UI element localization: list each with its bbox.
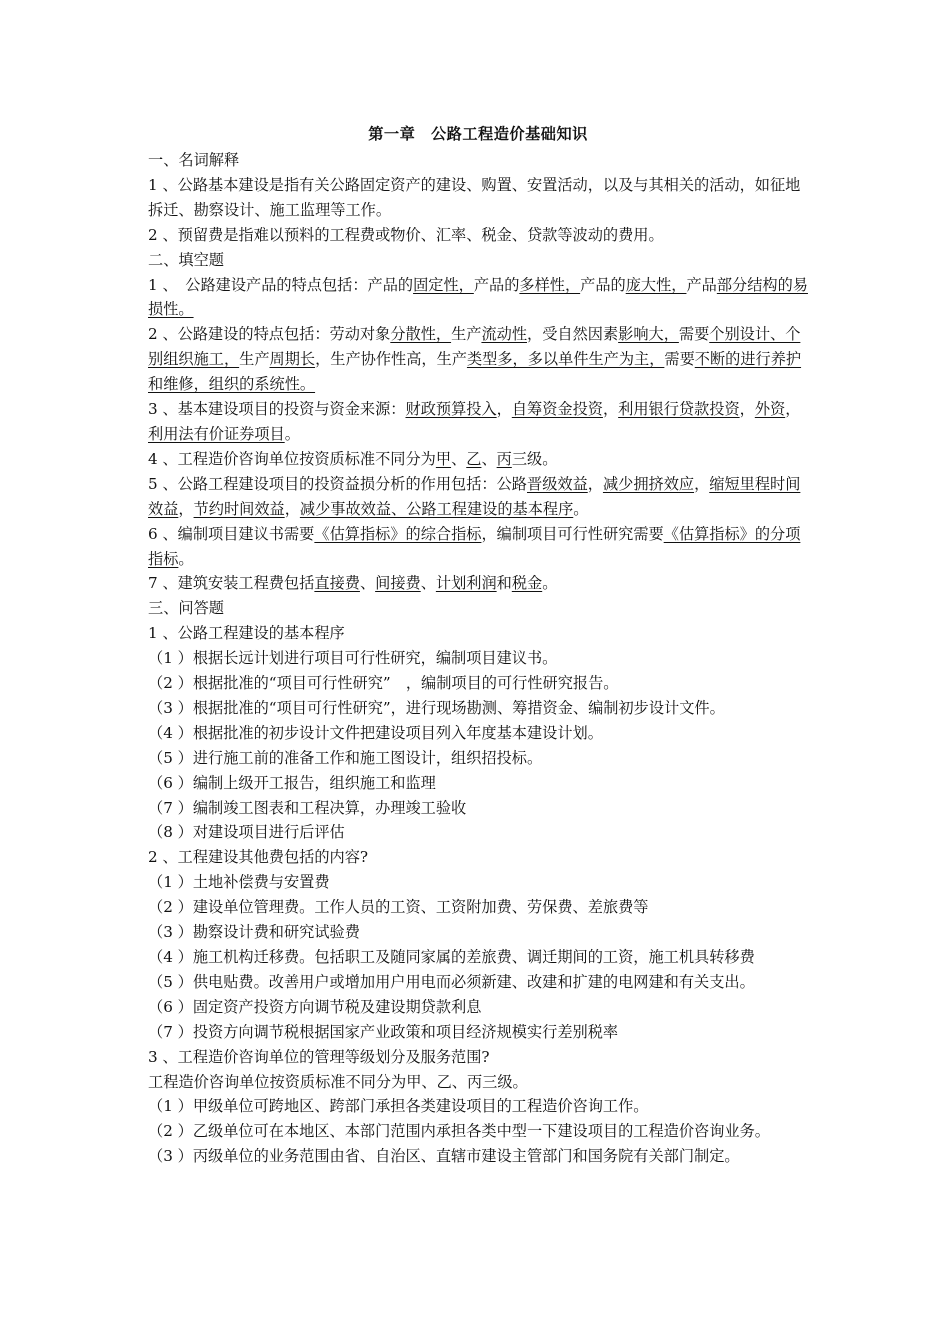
- text-run: 一、名词解释: [148, 151, 240, 169]
- text-run: （3 ）根据批准的“项目可行性研究”，进行现场勘测、筹措资金、编制初步设计文件。: [148, 698, 725, 717]
- underlined-answer: 缩短里程时间效益: [148, 474, 801, 518]
- underlined-answer: 减少事故效益、公路工程建设的基本程序: [299, 499, 574, 518]
- text-run: （5 ）进行施工前的准备工作和施工图设计，组织招投标。: [148, 748, 543, 767]
- paragraph-line: [148, 397, 808, 447]
- text-run: 5 、公路工程建设项目的投资益损分析的作用包括：公路: [148, 474, 527, 493]
- paragraph-line: [148, 273, 808, 323]
- text-run: （2 ）建设单位管理费。工作人员的工资、工资附加费、劳保费、差旅费等: [148, 898, 649, 917]
- paragraph-line: [148, 845, 808, 870]
- underlined-answer: 不断的进行养护和维修，组织的系统性。: [148, 350, 802, 394]
- paragraph-line: [148, 945, 808, 970]
- text-run: （4 ）根据批准的初步设计文件把建设项目列入年度基本建设计划。: [148, 723, 603, 742]
- underlined-answer: 流动性: [481, 325, 527, 344]
- paragraph-line: [148, 148, 808, 173]
- underlined-answer: 减少拥挤效应: [602, 474, 695, 493]
- underlined-answer: 类型多，多以单件生产为主，: [466, 350, 665, 369]
- text-run: 1 、公路工程建设的基本程序: [148, 624, 345, 643]
- text-run: （6 ）固定资产投资方向调节税及建设期贷款利息: [148, 997, 482, 1016]
- paragraph-line: [148, 1020, 808, 1045]
- text-run: （1 ）土地补偿费与安置费: [148, 873, 330, 892]
- text-run: （3 ）丙级单位的业务范围由省、自治区、直辖市建设主管部门和国务院有关部门制定。: [148, 1147, 740, 1166]
- paragraph-list: [148, 148, 808, 1169]
- text-run: 2 、预留费是指难以预料的工程费或物价、汇率、税金、贷款等波动的费用。: [148, 225, 664, 244]
- underlined-answer: 部分结构的易损性。: [148, 275, 808, 319]
- paragraph-line: [148, 1070, 808, 1095]
- text-run: ，编制项目可行性研究需要: [481, 524, 664, 543]
- underlined-answer: 晋级效益: [527, 474, 588, 493]
- text-run: （3 ）勘察设计费和研究试验费: [148, 923, 360, 942]
- text-run: 。: [284, 424, 300, 443]
- text-run: 产品的: [580, 275, 626, 294]
- document-body: [148, 122, 808, 1169]
- text-run: （7 ）投资方向调节税根据国家产业政策和项目经济规模实行差别税率: [148, 1022, 619, 1041]
- paragraph-line: [148, 671, 808, 696]
- text-run: 7 、建筑安装工程费包括: [148, 574, 315, 593]
- text-run: （8 ）对建设项目进行后评估: [148, 823, 345, 842]
- paragraph-line: [148, 522, 808, 572]
- paragraph-line: [148, 447, 808, 472]
- underlined-answer: 甲: [435, 449, 452, 468]
- text-run: 、: [451, 449, 467, 468]
- underlined-answer: 计划利润: [435, 574, 497, 593]
- underlined-answer: 固定性，: [413, 275, 474, 294]
- underlined-answer: 乙: [466, 449, 482, 468]
- text-run: 、: [481, 449, 497, 468]
- text-run: 、: [420, 574, 436, 593]
- paragraph-line: [148, 472, 808, 522]
- text-run: ，: [694, 474, 710, 493]
- paragraph-line: [148, 995, 808, 1020]
- text-run: 。: [178, 549, 194, 568]
- underlined-answer: 税金: [511, 574, 543, 593]
- underlined-answer: 庞大性，: [625, 275, 687, 294]
- text-run: 需要: [664, 350, 695, 369]
- underlined-answer: 周期长: [269, 350, 316, 369]
- text-run: （6 ）编制上级开工报告，组织施工和监理: [148, 773, 436, 792]
- text-run: 1 、 公路建设产品的特点包括：产品的: [148, 275, 414, 294]
- text-run: （7 ）编制竣工图表和工程决算，办理竣工验收: [148, 798, 467, 817]
- underlined-answer: 间接费: [375, 574, 421, 593]
- text-run: ，: [587, 474, 603, 493]
- paragraph-line: [148, 1144, 808, 1169]
- underlined-answer: 节约时间效益: [193, 499, 285, 518]
- text-run: 4 、工程造价咨询单位按资质标准不同分为: [148, 449, 436, 468]
- text-run: ，: [739, 400, 755, 419]
- paragraph-line: [148, 1045, 808, 1070]
- text-run: ，受自然因素: [527, 325, 619, 344]
- text-run: ，: [496, 400, 512, 419]
- underlined-answer: 个别设计、个别组织施工，: [148, 325, 801, 369]
- text-run: 生产: [451, 325, 482, 344]
- text-run: 3 、工程造价咨询单位的管理等级划分及服务范围?: [148, 1047, 490, 1066]
- text-run: 工程造价咨询单位按资质标准不同分为甲、乙、丙三级。: [148, 1072, 528, 1091]
- text-run: ，: [785, 400, 801, 419]
- text-run: （2 ）根据批准的“项目可行性研究” ，编制项目的可行性研究报告。: [148, 674, 619, 693]
- underlined-answer: 财政预算投入: [405, 400, 497, 419]
- chapter-title: 第一章 公路工程造价基础知识: [368, 125, 588, 143]
- underlined-answer: 自筹资金投资: [511, 400, 603, 419]
- paragraph-line: [148, 721, 808, 746]
- paragraph-line: [148, 771, 808, 796]
- text-run: 1 、公路基本建设是指有关公路固定资产的建设、购置、安置活动，以及与其相关的活动，如征地拆迁、勘察设计、施工监理等工作。: [148, 175, 801, 219]
- paragraph-line: [148, 322, 808, 397]
- underlined-answer: 多样性，: [519, 275, 581, 294]
- paragraph-line: [148, 571, 808, 596]
- text-run: （4 ）施工机构迁移费。包括职工及随同家属的差旅费、调迁期间的工资，施工机具转移费: [148, 948, 755, 966]
- underlined-answer: 直接费: [314, 574, 360, 593]
- text-run: ，: [178, 499, 194, 518]
- underlined-answer: 外资: [754, 400, 786, 419]
- text-run: 产品的: [473, 275, 520, 294]
- text-run: 和: [496, 574, 512, 593]
- text-run: 。: [542, 574, 558, 593]
- text-run: 三级。: [511, 449, 558, 468]
- paragraph-line: [148, 1094, 808, 1119]
- underlined-answer: 《估算指标》的综合指标: [314, 524, 482, 543]
- text-run: 、: [359, 574, 376, 593]
- paragraph-line: [148, 920, 808, 945]
- text-run: ，生产协作性高，生产: [315, 350, 467, 369]
- underlined-answer: 《估算指标》的分项指标: [148, 524, 801, 568]
- text-run: （1 ）甲级单位可跨地区、跨部门承担各类建设项目的工程造价咨询工作。: [148, 1097, 649, 1116]
- text-run: ，: [602, 400, 619, 419]
- text-run: 3 、基本建设项目的投资与资金来源：: [148, 400, 406, 419]
- paragraph-line: [148, 646, 808, 671]
- paragraph-line: [148, 895, 808, 920]
- text-run: 产品: [686, 275, 717, 294]
- paragraph-line: [148, 696, 808, 721]
- underlined-answer: 分散性，: [390, 325, 452, 344]
- paragraph-line: [148, 820, 808, 845]
- underlined-answer: 利用银行贷款投资: [618, 400, 740, 419]
- text-run: ，: [284, 499, 300, 518]
- text-run: 。: [573, 499, 589, 518]
- paragraph-line: [148, 970, 808, 995]
- text-run: 生产: [239, 350, 270, 369]
- text-run: （2 ）乙级单位可在本地区、本部门范围内承担各类中型一下建设项目的工程造价咨询业务。: [148, 1122, 770, 1141]
- underlined-answer: 利用法有价证券项目: [148, 424, 285, 443]
- paragraph-line: [148, 796, 808, 821]
- underlined-answer: 影响大，: [618, 325, 679, 344]
- text-run: 二、填空题: [148, 250, 224, 269]
- text-run: 三、问答题: [148, 599, 224, 618]
- paragraph-line: [148, 596, 808, 621]
- text-run: 2 、工程建设其他费包括的内容?: [148, 848, 369, 867]
- paragraph-line: [148, 621, 808, 646]
- text-run: 6 、编制项目建议书需要: [148, 524, 315, 543]
- paragraph-line: [148, 870, 808, 895]
- paragraph-line: [148, 248, 808, 273]
- paragraph-line: [148, 173, 808, 223]
- paragraph-line: [148, 746, 808, 771]
- text-run: 2 、公路建设的特点包括：劳动对象: [148, 325, 391, 344]
- text-run: 需要: [678, 325, 710, 344]
- paragraph-line: [148, 1119, 808, 1144]
- text-run: （5 ）供电贴费。改善用户或增加用户用电而必须新建、改建和扩建的电网建和有关支出。: [148, 972, 755, 991]
- underlined-answer: 丙: [496, 449, 512, 468]
- paragraph-line: [148, 223, 808, 248]
- text-run: （1 ）根据长远计划进行项目可行性研究，编制项目建议书。: [148, 649, 558, 668]
